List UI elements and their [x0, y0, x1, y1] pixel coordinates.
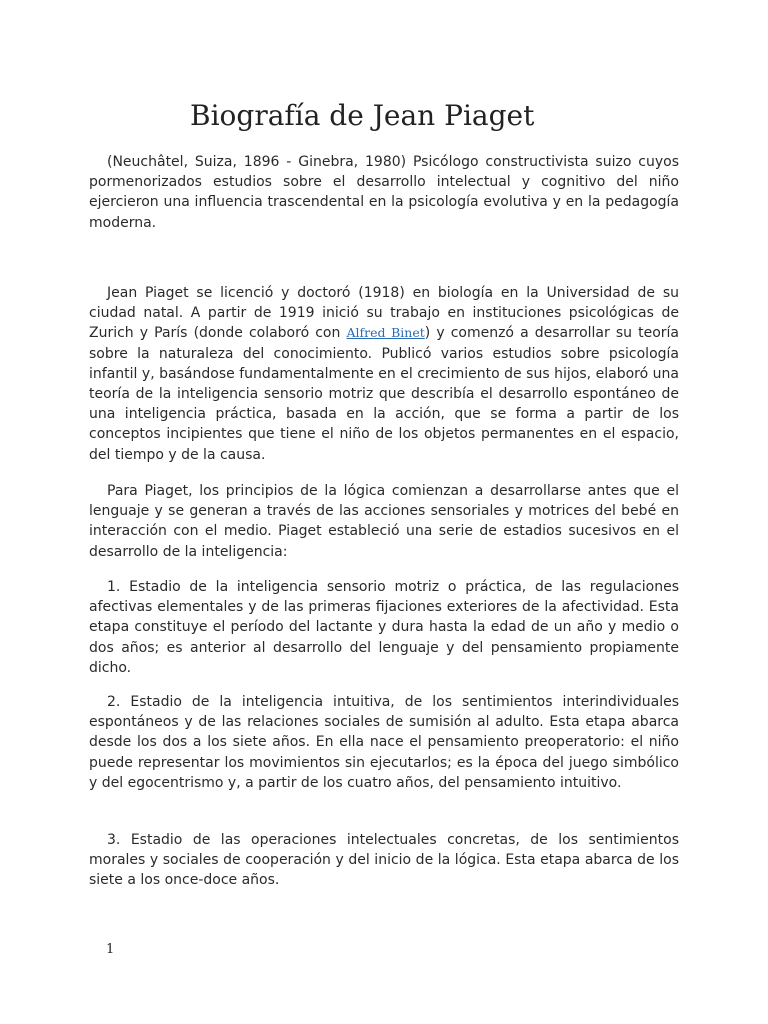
alfred-binet-link[interactable]: Alfred Binet — [346, 325, 425, 341]
intro-paragraph: (Neuchâtel, Suiza, 1896 - Ginebra, 1980) Psicólogo constructivista suizo cuyos pormenorizados estudios sobre el desarrollo intelectual y cognitivo del niño ejercieron una influencia trascendental en la psicología evolutiva y en la pedagogía moderna. — [89, 154, 679, 231]
stage-1-paragraph: 1. Estadio de la inteligencia sensorio motriz o práctica, de las regulaciones afectivas elementales y de las primeras fijaciones exteriores de la afectividad. Esta etapa constituye el período del lactante y dura hasta la edad de un año y medio o dos años; es anterior al desarrollo del lenguaje y del pensamiento propiamente dicho. — [89, 579, 679, 676]
page-title: Biografía de Jean Piaget — [190, 99, 535, 132]
logic-paragraph: Para Piaget, los principios de la lógica comienzan a desarrollarse antes que el lenguaje y se generan a través de las acciones sensoriales y motrices del bebé en interacción con el medio. Piaget estableció una serie de estadios sucesivos en el desarrollo de la inteligencia: — [89, 483, 679, 560]
biography-text-start: Jean Piaget se licenció y doctoró (1918) en biología en la Universidad de su ciudad natal. A partir de 1919 inició su trabajo en instituciones psicológicas de Zurich y París (donde colaboró con — [89, 285, 679, 342]
stage-2-paragraph: 2. Estadio de la inteligencia intuitiva, de los sentimientos interindividuales espontáneos y de las relaciones sociales de sumisión al adulto. Esta etapa abarca desde los dos a los siete años. En ella nace el pensamiento preoperatorio: el niño puede representar los movimientos sin ejecutarlos; es la época del juego simbólico y del egocentrismo y, a partir de los cuatro años, del pensamiento intuitivo. — [89, 694, 679, 791]
biography-paragraph — [89, 283, 679, 465]
page-number: 1 — [106, 942, 115, 957]
stage-3-paragraph: 3. Estadio de las operaciones intelectuales concretas, de los sentimientos morales y sociales de cooperación y del inicio de la lógica. Esta etapa abarca de los siete a los once-doce años. — [89, 832, 679, 889]
biography-text-end: ) y comenzó a desarrollar su teoría sobre la naturaleza del conocimiento. Publicó varios estudios sobre psicología infantil y, basándose fundamentalmente en el crecimiento de sus hijos, elaboró una teoría de la inteligencia sensorio motriz que describía el desarrollo espontáneo de una inteligencia práctica, basada en la acción, que se forma a partir de los conceptos incipientes que tiene el niño de los objetos permanentes en el espacio, del tiempo y de la causa. — [89, 325, 680, 463]
